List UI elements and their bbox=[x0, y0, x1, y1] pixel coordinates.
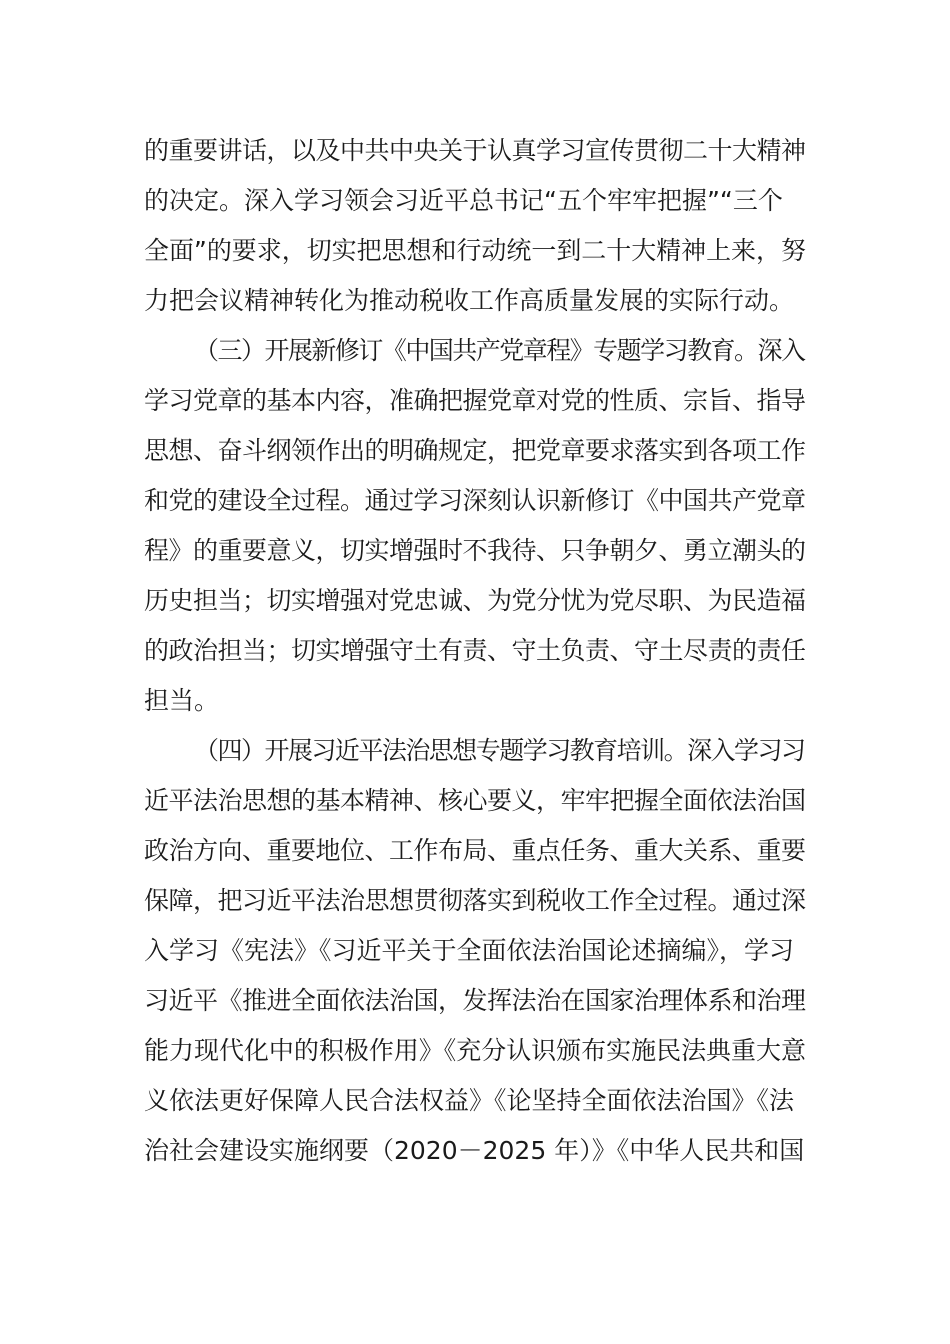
text-line: 力把会议精神转化为推动税收工作高质量发展的实际行动。 bbox=[144, 286, 795, 315]
text-line: 的决定。深入学习领会习近平总书记“五个牢牢把握”“三个 bbox=[144, 186, 783, 215]
text-line: 能力现代化中的积极作用》《充分认识颁布实施民法典重大意 bbox=[144, 1036, 806, 1065]
section-three-heading-line: （三）开展新修订《中国共产党章程》专题学习教育。深入 bbox=[194, 336, 805, 365]
text-line: 治社会建设实施纲要（2020－2025 年）》《中华人民共和国 bbox=[144, 1136, 805, 1165]
text-line: 义依法更好保障人民合法权益》《论坚持全面依法治国》《法 bbox=[144, 1086, 795, 1115]
text-line: 和党的建设全过程。通过学习深刻认识新修订《中国共产党章 bbox=[144, 486, 806, 515]
text-line: 的重要讲话，以及中共中央关于认真学习宣传贯彻二十大精神 bbox=[144, 136, 806, 165]
text-line: 历史担当；切实增强对党忠诚、为党分忧为党尽职、为民造福 bbox=[144, 586, 806, 615]
text-line: 的政治担当；切实增强守土有责、守土负责、守土尽责的责任 bbox=[144, 636, 806, 665]
text-line: 保障，把习近平法治思想贯彻落实到税收工作全过程。通过深 bbox=[144, 886, 806, 915]
text-line: 思想、奋斗纲领作出的明确规定，把党章要求落实到各项工作 bbox=[144, 436, 806, 465]
text-line: 全面”的要求，切实把思想和行动统一到二十大精神上来，努 bbox=[144, 236, 806, 265]
document-body bbox=[144, 126, 806, 1176]
text-line: 程》的重要意义，切实增强时不我待、只争朝夕、勇立潮头的 bbox=[144, 536, 806, 565]
text-line: 习近平《推进全面依法治国，发挥法治在国家治理体系和治理 bbox=[144, 986, 806, 1015]
text-line: 担当。 bbox=[144, 686, 220, 715]
text-line: 学习党章的基本内容，准确把握党章对党的性质、宗旨、指导 bbox=[144, 386, 806, 415]
section-four-heading-line: （四）开展习近平法治思想专题学习教育培训。深入学习习 bbox=[194, 736, 805, 765]
text-line: 入学习《宪法》《习近平关于全面依法治国论述摘编》，学习 bbox=[144, 936, 795, 965]
text-line: 政治方向、重要地位、工作布局、重点任务、重大关系、重要 bbox=[144, 836, 806, 865]
text-line: 近平法治思想的基本精神、核心要义，牢牢把握全面依法治国 bbox=[144, 786, 806, 815]
